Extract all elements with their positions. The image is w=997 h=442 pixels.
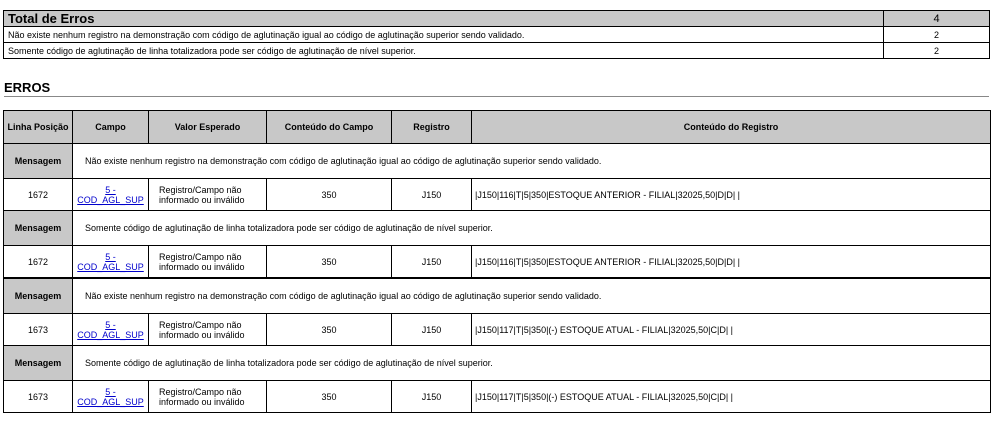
col-header-campo: Campo — [73, 111, 149, 144]
campo-link[interactable]: 5 - COD_AGL_SUP — [77, 251, 144, 272]
errors-table — [3, 110, 991, 413]
cell-valor: Registro/Campo não informado ou inválido — [149, 246, 267, 279]
message-text: Somente código de aglutinação de linha totalizadora pode ser código de aglutinação de nível superior. — [73, 346, 991, 381]
cell-linha: 1673 — [4, 314, 73, 346]
error-row — [4, 314, 991, 346]
message-label: Mensagem — [4, 144, 73, 179]
cell-conteudo-registro: |J150|117|T|5|350|(-) ESTOQUE ATUAL - FILIAL|32025,50|C|D| | — [472, 381, 991, 413]
message-label: Mensagem — [4, 346, 73, 381]
summary-row-count: 2 — [884, 27, 990, 43]
summary-table — [3, 10, 990, 59]
summary-row-text: Somente código de aglutinação de linha totalizadora pode ser código de aglutinação de nível superior. — [4, 43, 884, 59]
col-header-valor: Valor Esperado — [149, 111, 267, 144]
message-row — [4, 144, 991, 179]
col-header-linha: Linha Posição — [4, 111, 73, 144]
cell-conteudo-registro: |J150|116|T|5|350|ESTOQUE ANTERIOR - FILIAL|32025,50|D|D| | — [472, 246, 991, 279]
col-header-conteudo-registro: Conteúdo do Registro — [472, 111, 991, 144]
summary-row — [4, 27, 990, 43]
message-row — [4, 346, 991, 381]
cell-valor: Registro/Campo não informado ou inválido — [149, 314, 267, 346]
errors-section-title: ERROS — [4, 80, 989, 97]
campo-link[interactable]: 5 - COD_AGL_SUP — [77, 319, 144, 340]
message-text: Não existe nenhum registro na demonstração com código de aglutinação igual ao código de aglutinação superior sendo validado. — [73, 278, 991, 314]
summary-row — [4, 43, 990, 59]
cell-conteudo: 350 — [267, 314, 392, 346]
cell-campo — [73, 246, 149, 279]
cell-registro: J150 — [392, 246, 472, 279]
summary-total: 4 — [884, 11, 990, 27]
cell-linha: 1672 — [4, 246, 73, 279]
col-header-conteudo: Conteúdo do Campo — [267, 111, 392, 144]
cell-linha: 1673 — [4, 381, 73, 413]
message-row — [4, 278, 991, 314]
campo-link[interactable]: 5 - COD_AGL_SUP — [77, 184, 144, 205]
error-row — [4, 179, 991, 211]
cell-conteudo: 350 — [267, 246, 392, 279]
cell-registro: J150 — [392, 381, 472, 413]
campo-link[interactable]: 5 - COD_AGL_SUP — [77, 386, 144, 407]
cell-conteudo-registro: |J150|116|T|5|350|ESTOQUE ANTERIOR - FILIAL|32025,50|D|D| | — [472, 179, 991, 211]
summary-row-text: Não existe nenhum registro na demonstração com código de aglutinação igual ao código de aglutinação superior sendo validado. — [4, 27, 884, 43]
cell-registro: J150 — [392, 314, 472, 346]
message-row — [4, 211, 991, 246]
col-header-registro: Registro — [392, 111, 472, 144]
summary-row-count: 2 — [884, 43, 990, 59]
summary-header-row — [4, 11, 990, 27]
cell-campo — [73, 314, 149, 346]
error-row — [4, 246, 991, 279]
cell-registro: J150 — [392, 179, 472, 211]
message-label: Mensagem — [4, 211, 73, 246]
message-label: Mensagem — [4, 278, 73, 314]
message-text: Não existe nenhum registro na demonstração com código de aglutinação igual ao código de aglutinação superior sendo validado. — [73, 144, 991, 179]
cell-conteudo-registro: |J150|117|T|5|350|(-) ESTOQUE ATUAL - FILIAL|32025,50|C|D| | — [472, 314, 991, 346]
cell-campo — [73, 179, 149, 211]
cell-conteudo: 350 — [267, 179, 392, 211]
cell-linha: 1672 — [4, 179, 73, 211]
errors-header-row — [4, 111, 991, 144]
summary-title: Total de Erros — [4, 11, 884, 27]
cell-conteudo: 350 — [267, 381, 392, 413]
message-text: Somente código de aglutinação de linha totalizadora pode ser código de aglutinação de nível superior. — [73, 211, 991, 246]
cell-campo — [73, 381, 149, 413]
cell-valor: Registro/Campo não informado ou inválido — [149, 381, 267, 413]
error-row — [4, 381, 991, 413]
cell-valor: Registro/Campo não informado ou inválido — [149, 179, 267, 211]
